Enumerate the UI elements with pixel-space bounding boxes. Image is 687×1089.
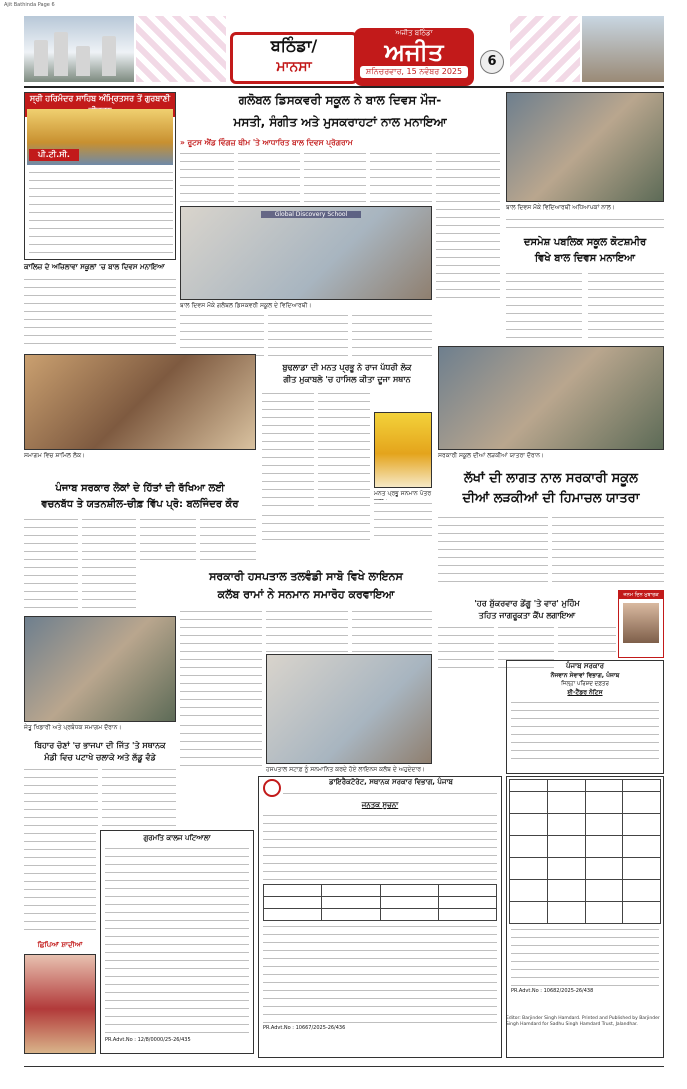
decorative-pattern-left [136, 16, 226, 82]
shabad-text-col-1 [262, 390, 314, 510]
center-tender-ref: PR.Advt.No : 10667/2025-26/436 [263, 1025, 346, 1031]
left-tender-title: ਗੁਰਮਤਿ ਕਾਲਜ ਪਟਿਆਲਾ [143, 834, 211, 842]
shabad-text-col-3 [374, 500, 432, 540]
right-tender-gov: ਪੰਜਾਬ ਸਰਕਾਰ [565, 662, 604, 670]
left-story-text [24, 276, 176, 350]
main-subhead-text: ਰੂਟਸ ਐਂਡ ਵਿੰਗਜ਼ ਥੀਮ 'ਤੇ ਆਧਾਰਿਤ ਬਾਲ ਦਿਵਸ ਪ੍ਰੋਗਰਾਮ [187, 138, 353, 147]
edition-date: ਸ਼ਨਿਚਰਵਾਰ, 15 ਨਵੰਬਰ 2025 [360, 66, 468, 78]
main-subhead [180, 138, 500, 148]
birthday-box [618, 590, 664, 658]
main-text-col-5 [436, 150, 500, 300]
hospital-photo-caption: ਹਸਪਤਾਲ ਸਟਾਫ਼ ਨੂੰ ਸਨਮਾਨਿਤ ਕਰਦੇ ਹੋਏ ਲਾਇਨਸ ਕਲੱਬ ਦੇ ਅਹੁਦੇਦਾਰ। [266, 766, 425, 773]
bottom-rule [24, 1066, 664, 1067]
gurdwara-ad [24, 92, 176, 260]
gathering-caption: ਸਮਾਗਮ ਵਿਚ ਸ਼ਾਮਿਲ ਲੋਕ। [24, 452, 86, 459]
main-text-col-2 [238, 150, 300, 204]
shabad-text-col-4 [262, 512, 370, 540]
right-headline-line-1: ਦਸਮੇਸ਼ ਪਬਲਿਕ ਸਕੂਲ ਕੋਟਸ਼ਮੀਰ [523, 237, 647, 248]
right-headline-line-2: ਵਿਖੇ ਬਾਲ ਦਿਵਸ ਮਨਾਇਆ [534, 253, 636, 264]
girls-photo-caption: ਸਰਕਾਰੀ ਸਕੂਲ ਦੀਆਂ ਲੜਕੀਆਂ ਯਾਤਰਾ ਦੌਰਾਨ। [438, 452, 545, 459]
city-line-2: ਮਾਨਸਾ [276, 59, 312, 75]
hospital-text-col-1 [180, 608, 262, 718]
right-tender-text [511, 699, 659, 761]
dengue-headline-line-2: ਤਹਿਤ ਜਾਗਰੂਕਤਾ ਕੈਂਪ ਲਗਾਇਆ [478, 611, 576, 620]
birthday-child-photo [623, 603, 659, 643]
center-tender-address [283, 790, 497, 800]
girls-headline-line-1: ਲੱਖਾਂ ਦੀ ਲਾਗਤ ਨਾਲ ਸਰਕਾਰੀ ਸਕੂਲ [464, 471, 638, 486]
paper-name: ਅਜੀਤ [384, 38, 444, 66]
left-tender-ad [100, 830, 254, 1054]
hospital-text-col-3 [352, 608, 432, 652]
left-story-headline: ਕਾਲਿਜ਼ ਦੇ ਅਜ਼ਿਲਾਵਾ ਸਕੂਲਾਂ 'ਚ ਬਾਲ ਦਿਵਸ ਮਨਾਇਆ [24, 263, 165, 271]
punjab-emblem [263, 779, 281, 797]
girls-headline-line-2: ਦੀਆਂ ਲੜਕੀਆਂ ਦੀ ਹਿਮਾਚਲ ਯਾਤਰਾ [462, 491, 640, 506]
main-text-col-4 [370, 150, 432, 204]
right-tender-table [509, 779, 661, 924]
main-headline-line-1: ਗਲੋਬਲ ਡਿਸਕਵਰੀ ਸਕੂਲ ਨੇ ਬਾਲ ਦਿਵਸ ਮੌਜ- [238, 93, 442, 107]
right-tender-terms [511, 926, 659, 986]
center-tender-text [263, 812, 497, 882]
newspaper-logo [354, 28, 474, 86]
bihar-text-col-3 [24, 830, 96, 934]
trophy-team-photo [24, 616, 176, 722]
shabad-text-col-2 [318, 390, 370, 510]
center-tender-dept: ਡਾਇਰੈਕਟੋਰੇਟ, ਸਥਾਨਕ ਸਰਕਾਰ ਵਿਭਾਗ, ਪੰਜਾਬ [329, 778, 453, 786]
shabad-headline-line-1: ਬੁਢਲਾਡਾ ਦੀ ਮਨਤ ਪ੍ਰਭੂ ਨੇ ਰਾਜ ਪੱਧਰੀ ਲੋਕ [282, 363, 412, 372]
gathering-photo [24, 354, 256, 450]
main-text-col-1 [180, 150, 234, 204]
balwinder-text-col-4 [200, 516, 256, 566]
footer-imprint: Editor: Barjinder Singh Hamdard. Printed and Published by Barjinder Singh Hamdard for Sadhu Singh Hamdard Trust, Jalandhar. [506, 1016, 660, 1027]
balwinder-text-col-1 [24, 516, 78, 612]
channel-label: ਪੀ.ਟੀ.ਸੀ. [29, 149, 79, 161]
hospital-text-col-4 [180, 722, 262, 768]
school-banner: Global Discovery School [261, 211, 361, 218]
bihar-photo-caption: ਜੇਤੂ ਖਿਡਾਰੀ ਅਤੇ ਪ੍ਰਬੰਧਕ ਸਮਾਗਮ ਦੌਰਾਨ। [24, 724, 122, 731]
right-tender-ref: PR.Advt.No : 10682/2025-26/438 [511, 988, 594, 994]
dengue-headline-line-1: 'ਹਰ ਸ਼ੁੱਕਰਵਾਰ ਡੇਂਗੂ 'ਤੇ ਵਾਰ' ਮੁਹਿੰਮ [474, 599, 580, 608]
fort-image [582, 16, 664, 82]
bihar-text-col-1 [24, 766, 98, 826]
main-text-col-6 [180, 312, 264, 360]
students-group-photo [180, 206, 432, 300]
paper-sub: ਅਜੀਤ ਬਠਿੰਡਾ [395, 29, 433, 37]
print-slug-line: Ajit Bathinda Page 6 [4, 2, 55, 8]
hospital-honour-photo [266, 654, 432, 764]
right-photo-caption: ਬਾਲ ਦਿਵਸ ਮੌਕੇ ਵਿਦਿਆਰਥੀ ਅਧਿਆਪਕਾਂ ਨਾਲ। [506, 204, 615, 211]
gurdwara-ad-title: ਸ੍ਰੀ ਹਰਿਮੰਦਰ ਸਾਹਿਬ ਅੰਮ੍ਰਿਤਸਰ ਤੋਂ ਗੁਰਬਾਣੀ [25, 93, 175, 117]
balwinder-text-col-3 [140, 516, 196, 566]
birthday-title: ਜਨਮ ਦਿਨ ਮੁਬਾਰਕ [619, 591, 663, 599]
decorative-pattern-right [510, 16, 580, 82]
city-name-box [230, 32, 358, 84]
wedding-title: ਛਿਪਿਆਂ ਸ਼ਾਦੀਆਂ [37, 941, 83, 949]
balwinder-headline-line-2: ਵਚਨਬੱਧ ਤੇ ਯਤਨਸ਼ੀਲ-ਚੀਫ਼ ਵਿੱਪ ਪ੍ਰੋ: ਬਲਜਿੰਦਰ ਕੌਰ [41, 499, 239, 510]
girls-text-col-1 [438, 514, 548, 586]
right-tender-ad [506, 660, 664, 774]
arrow-icon: » [180, 138, 188, 147]
page-number: 6 [480, 50, 504, 74]
main-text-col-3 [304, 150, 366, 204]
balwinder-text-col-2 [82, 516, 136, 612]
balwinder-headline-line-1: ਪੰਜਾਬ ਸਰਕਾਰ ਲੋਕਾਂ ਦੇ ਹਿੱਤਾਂ ਦੀ ਰੱਖਿਆ ਲਈ [55, 483, 225, 494]
bihar-text-col-2 [102, 766, 176, 826]
dengue-text-col-3 [558, 624, 616, 654]
right-text-col-2 [588, 270, 664, 340]
hospital-headline-line-1: ਸਰਕਾਰੀ ਹਸਪਤਾਲ ਤਲਵੰਡੀ ਸਾਬੋ ਵਿਖੇ ਲਾਇਨਸ [209, 570, 403, 583]
right-text-col-1 [506, 270, 582, 340]
center-tender-items [263, 923, 497, 1023]
center-tender-ad [258, 776, 502, 1058]
wedding-couple-photo [24, 954, 96, 1054]
main-photo-caption: ਬਾਲ ਦਿਵਸ ਮੌਕੇ ਗਲੋਬਲ ਡਿਸਕਵਰੀ ਸਕੂਲ ਦੇ ਵਿਦਿਆਰਥੀ। [180, 302, 312, 309]
shabad-headline-line-2: ਗੀਤ ਮੁਕਾਬਲੇ 'ਚ ਹਾਸਿਲ ਕੀਤਾ ਦੂਜਾ ਸਥਾਨ [283, 375, 411, 384]
bihar-headline-line-1: ਬਿਹਾਰ ਚੋਣਾਂ 'ਚ ਭਾਜਪਾ ਦੀ ਜਿੱਤ 'ਤੇ ਸਥਾਨਕ [34, 741, 166, 750]
dashmesh-students-photo [506, 92, 664, 202]
hospital-headline-line-2: ਕਲੱਬ ਰਾਮਾਂ ਨੇ ਸਨਮਾਨ ਸਮਾਰੋਹ ਕਰਵਾਇਆ [217, 588, 395, 601]
right-tender-dept: ਨੌਜਵਾਨ ਸੇਵਾਵਾਂ ਵਿਭਾਗ, ਪੰਜਾਬ [550, 672, 620, 679]
right-tender-notice: ਈ-ਟੈਂਡਰ ਨੋਟਿਸ [567, 689, 603, 696]
main-headline-line-2: ਮਸਤੀ, ਸੰਗੀਤ ਅਤੇ ਮੁਸਕਰਾਹਟਾਂ ਨਾਲ ਮਨਾਇਆ [233, 115, 447, 129]
masthead [24, 10, 664, 88]
dengue-text-col-1 [438, 624, 494, 674]
center-tender-table [263, 884, 497, 921]
girls-trip-photo [438, 346, 664, 450]
power-plant-image [24, 16, 134, 82]
right-text-1 [506, 216, 664, 234]
girls-text-col-2 [552, 514, 664, 586]
center-tender-notice: ਜਨਤਕ ਸੂਚਨਾ [361, 801, 399, 809]
gurdwara-ad-text [29, 169, 173, 257]
shabad-photo-caption: ਮਨਤ ਪ੍ਰਭੂ ਸਨਮਾਨ ਪੱਤਰ [374, 490, 432, 497]
main-text-col-7 [268, 312, 348, 360]
city-line-1: ਬਠਿੰਡਾ/ [270, 36, 318, 55]
left-tender-ref: PR.Advt.No : 12/8/0000/25-26/435 [105, 1037, 191, 1043]
hospital-text-col-2 [266, 608, 348, 652]
right-tender-sub: ਜਿਲ੍ਹਾ ਪਰਿਸ਼ਦ ਦਫ਼ਤਰ [561, 681, 609, 687]
bihar-headline-line-2: ਮੰਡੀ ਵਿਚ ਪਟਾਖੇ ਚਲਾਕੇ ਅਤੇ ਲੱਡੂ ਵੰਡੇ [44, 753, 156, 762]
manat-prabhu-photo [374, 412, 432, 488]
left-tender-text [105, 845, 249, 1035]
wedding-box [24, 940, 96, 1054]
main-text-col-8 [352, 312, 432, 360]
